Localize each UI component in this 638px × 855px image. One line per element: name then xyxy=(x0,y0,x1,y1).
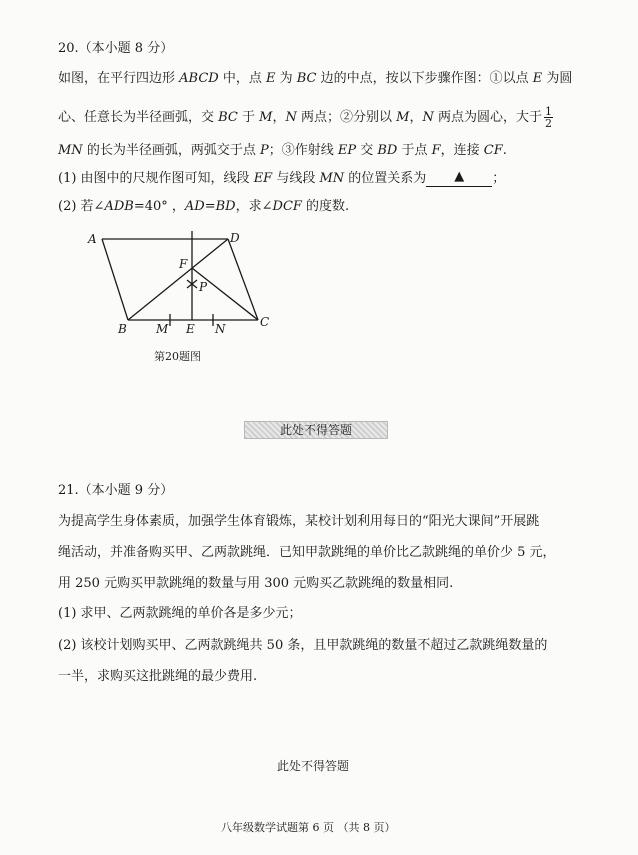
label-M: M xyxy=(156,322,169,336)
label-D: D xyxy=(230,231,240,245)
q21-statement-line2: 绳活动，并准备购买甲、乙两款跳绳．已知甲款跳绳的单价比乙款跳绳的单价少 5 元， xyxy=(58,545,556,560)
diagonal-BD xyxy=(128,239,228,320)
q21-part1: (1) 求甲、乙两款跳绳的单价各是多少元； xyxy=(58,606,302,621)
label-F: F xyxy=(179,257,188,271)
q21-statement-line1: 为提高学生身体素质，加强学生体育锻炼，某校计划利用每日的“阳光大课间”开展跳 xyxy=(58,514,540,529)
q21-part2-line1: (2) 该校计划购买甲、乙两款跳绳共 50 条，且甲款跳绳的数量不超过乙款跳绳数量的 xyxy=(58,638,548,653)
q20-part1: (1) 由图中的尺规作图可知，线段 EF 与线段 MN 的位置关系为 ▲ ； xyxy=(58,169,506,186)
figure-caption: 第20题图 xyxy=(154,350,201,363)
answer-blank: ▲ xyxy=(426,168,492,187)
q20-statement-line1: 如图，在平行四边形 ABCD 中，点 E 为 BC 边的中点，按以下步骤作图：①以点 E 为圆 xyxy=(58,71,573,86)
label-P: P xyxy=(199,280,208,294)
q21-part2-line2: 一半，求购买这批跳绳的最少费用. xyxy=(58,669,258,684)
q20-statement-line3: MN 的长为半径画弧，两弧交于点 P；③作射线 EP 交 BD 于点 F，连接 CF. xyxy=(58,143,507,158)
q21-statement-line3: 用 250 元购买甲款跳绳的数量与用 300 元购买乙款跳绳的数量相同. xyxy=(58,576,454,591)
label-N: N xyxy=(215,322,226,336)
label-C: C xyxy=(260,315,270,329)
q20-part2: (2) 若∠ADB=40° ，AD=BD，求∠DCF 的度数. xyxy=(58,199,350,214)
label-B: B xyxy=(118,322,127,336)
no-answer-footer: 此处不得答题 xyxy=(277,759,350,773)
q21-header: 21.（本小题 9 分） xyxy=(58,483,174,498)
label-A: A xyxy=(88,232,97,246)
parallelogram-figure xyxy=(86,222,276,340)
q20-header: 20.（本小题 8 分） xyxy=(58,41,174,56)
q20-statement-line2: 心、任意长为半径画弧，交 BC 于 M，N 两点；②分别以 M，N 两点为圆心，大于 $\frac{1}{2}$ xyxy=(58,105,552,130)
label-E: E xyxy=(186,322,195,336)
no-answer-banner: 此处不得答题 xyxy=(244,421,388,439)
side-AB xyxy=(102,239,128,320)
page-footer: 八年级数学试题第 6 页 （共 8 页） xyxy=(221,821,396,834)
one-half-fraction: $\frac{1}{2}$ xyxy=(544,105,552,130)
